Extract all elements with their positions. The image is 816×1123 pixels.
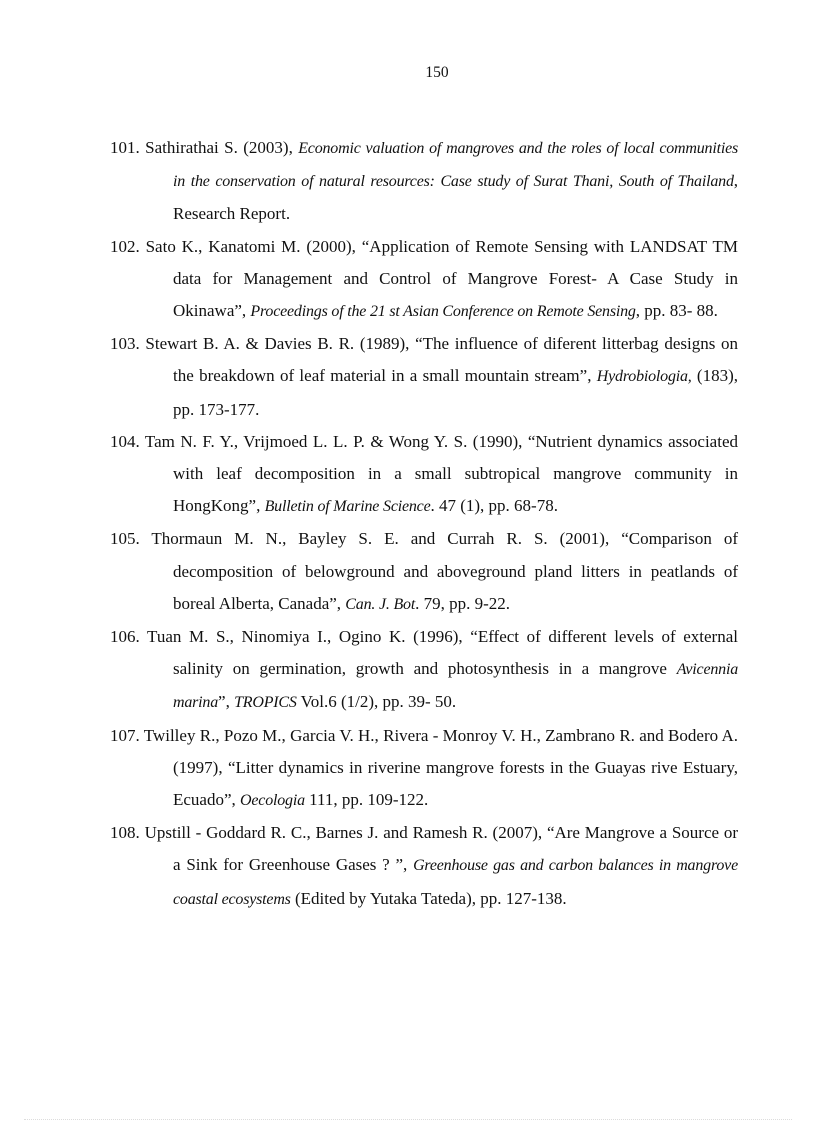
reference-text: , pp. 83- 88. (635, 301, 718, 321)
reference-number: 105. (110, 529, 152, 549)
reference-source-italic: Can. J. Bot (345, 595, 416, 613)
reference-text: 111, pp. 109-122. (304, 790, 429, 810)
reference-text: Sathirathai S. (2003), (145, 138, 299, 157)
reference-text: Vol.6 (1/2), pp. 39- 50. (296, 692, 457, 712)
reference-text: Tuan M. S., Ninomiya I., Ogino K. (1996), “Effect of different levels of external salinity on germination, growth and photosynthesis in a mangrove (147, 627, 738, 679)
reference-text: . 79, pp. 9-22. (415, 593, 511, 613)
reference-text: ”, (218, 692, 235, 712)
reference-text: Sato K., Kanatomi M. (2000), “Application of Remote Sensing with LANDSAT TM data for Management and Control of Mangrove Forest- A Case Study in Okinawa”, (145, 236, 739, 321)
page-bottom-divider (24, 1119, 792, 1120)
reference-entry (110, 720, 738, 818)
reference-number: 107. (110, 725, 144, 745)
reference-text: Stewart B. A. & Davies B. R. (1989), “The influence of diferent litterbag designs on the breakdown of leaf material in a small mountain stream”, (145, 334, 738, 386)
reference-number: 102. (110, 236, 146, 256)
reference-entry (110, 132, 738, 231)
reference-text: Upstill - Goddard R. C., Barnes J. and Ramesh R. (2007), “Are Mangrove a Source or a Sink for Greenhouse Gases ? ”, (144, 823, 739, 875)
reference-source-italic: Greenhouse gas and carbon balances in mangrove coastal ecosystems (173, 857, 738, 908)
reference-source-italic: Oecologia (240, 792, 305, 810)
reference-text: (Edited by Yutaka Tateda), pp. 127-138. (290, 888, 567, 908)
reference-entry (110, 426, 738, 524)
reference-entry (110, 621, 738, 720)
reference-text: (183), pp. 173-177. (173, 366, 739, 419)
reference-entry (110, 231, 738, 329)
reference-entry (110, 523, 738, 621)
reference-source-italic: Economic valuation of mangroves and the roles of local communities in the conservation of natural resources: Case study of Surat Thani, South of Thailand (173, 140, 739, 191)
reference-number: 103. (110, 334, 146, 354)
reference-text: Twilley R., Pozo M., Garcia V. H., Rivera - Monroy V. H., Zambrano R. and Bodero A. (1997), “Litter dynamics in riverine mangrove forests in the Guayas rive Estuary, Ecuado”, (143, 725, 738, 810)
reference-text: Thormaun M. N., Bayley S. E. and Currah R. S. (2001), “Comparison of decomposition of belowground and aboveground pland litters in peatlands of boreal Alberta, Canada”, (151, 529, 738, 613)
reference-text: Tam N. F. Y., Vrijmoed L. L. P. & Wong Y. S. (1990), “Nutrient dynamics associated with leaf decomposition in a small subtropical mangrove community in HongKong”, (144, 431, 738, 516)
reference-text: , Research Report. (173, 171, 738, 224)
reference-source-italic: TROPICS (234, 694, 297, 712)
reference-list (110, 132, 738, 916)
reference-text: . 47 (1), pp. 68-78. (430, 496, 558, 516)
reference-number: 106. (110, 627, 148, 647)
reference-source-italic: Hydrobiologia, (596, 368, 692, 386)
reference-source-italic: Bulletin of Marine Science (264, 498, 431, 516)
reference-number: 101. (110, 138, 146, 157)
page-number: 150 (425, 64, 449, 81)
reference-source-italic: Avicennia marina (173, 661, 738, 712)
reference-entry (110, 328, 738, 426)
reference-source-italic: Proceedings of the 21 st Asian Conference on Remote Sensing (250, 303, 636, 321)
reference-number: 104. (110, 431, 145, 451)
reference-entry (110, 817, 738, 916)
reference-number: 108. (110, 823, 145, 843)
